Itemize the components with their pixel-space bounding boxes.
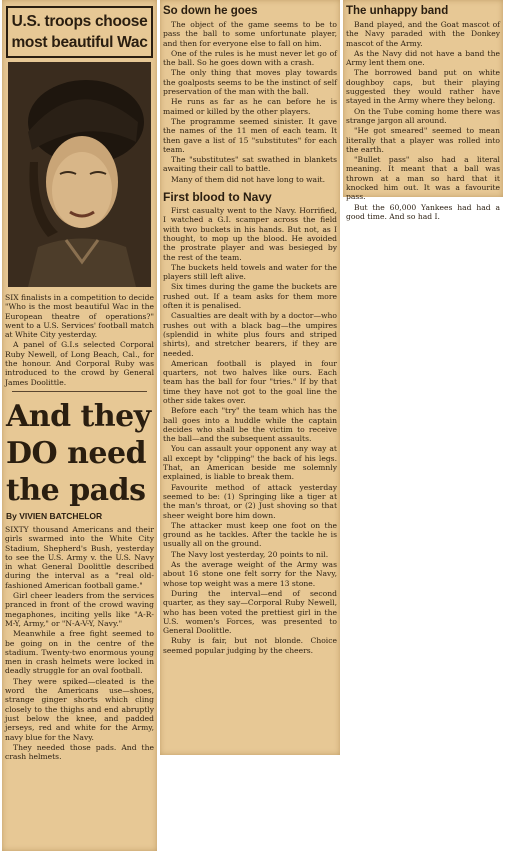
mid-para-3: The only thing that moves play towards the goalposts seems to be the instinct of self preservation of the man with the ball.	[163, 68, 337, 97]
mid-para-11: Casualties are dealt with by a doctor—who rushes out with a black bag—the umpires (splendid in white plus fours and striped shirts), and stretcher bearers, if they are needed.	[163, 311, 337, 358]
story-headline: And they DO need the pads	[6, 398, 151, 508]
right-para-4: On the Tube coming home there was strange jargon all around.	[346, 106, 500, 125]
subhead-so-down: So down he goes	[163, 5, 258, 17]
mid-para-2: One of the rules is he must never let go of the ball. So he goes down with a crash.	[163, 48, 337, 68]
mid-para-17: The Navy lost yesterday, 20 points to nil.	[171, 549, 329, 559]
mid-para-16: The attacker must keep one foot on the ground as he tackles. After the tackle he is usually all on the ground.	[163, 520, 337, 549]
mid-para-1: The object of the game seems to be to pass the ball to some unfortunate player, and then for everyone else to fall on him.	[163, 20, 337, 48]
right-para-6: "Bullet pass" also had a literal meaning. It meant that a ball was thrown at a man so hard that it knocked him out. It was a favourite pass.	[346, 155, 500, 202]
byline: By VIVIEN BATCHELOR	[6, 510, 103, 521]
subhead-first-blood: First blood to Navy	[163, 190, 272, 205]
mid-para-4: He runs as far as he can before he is maimed or killed by the other players.	[163, 97, 337, 116]
portrait-illustration	[8, 62, 151, 287]
mid-para-14: You can assault your opponent any way at all except by "clipping" the back of his legs. That, an American beside me solemnly explained, is liable to break them.	[163, 444, 337, 482]
story-para-4: They were spiked—cleated is the word the Americans use—shoes, strange ginger shorts which cling closely to the thighs and end abruptly just below the knee, and padded jerseys, red and white for the Army, navy blue for the Navy.	[5, 676, 154, 742]
mid-para-5: The programme seemed sinister. It gave the names of the 11 men of each team. It then gave a list of 15 "substitutes" for each team.	[163, 116, 337, 154]
right-para-5: "He got smeared" seemed to mean literally that a player was rolled into the earth.	[346, 126, 500, 154]
portrait-photo	[8, 62, 151, 287]
caption-para-1: SIX finalists in a competition to decide "Who is the most beautiful Wac in the European theatre of operations?" went to a U.S. Services' football match at White City yesterday.	[5, 293, 154, 340]
caption-para-2: A panel of G.I.s selected Corporal Ruby Newell, of Long Beach, Cal., for the honour. And Corporal Ruby was introduced to the crowd by General James Doolittle.	[5, 340, 154, 387]
clipping-middle	[160, 0, 340, 755]
story-para-2: Girl cheer leaders from the services pranced in front of the crowd waving megaphones, inciting yells like "A-R-M-Y, Army," or "N-A-V-Y, Navy."	[5, 591, 154, 628]
right-para-2: As the Navy did not have a band the Army lent them one.	[346, 48, 500, 68]
mid-para-8: First casualty went to the Navy. Horrified, I watched a G.I. scamper across the field with two buckets in his hands. But not, as I thought, to mop up the blood. He avoided the prostrate player and was besieged by the rest of the team.	[163, 206, 337, 262]
headline-wac: U.S. troops choose most beautiful Wac	[11, 13, 148, 51]
mid-para-15: Favourite method of attack yesterday seemed to be: (1) Springing like a tiger at the man's throat, or (2) Just shoving so that sheer weight bore him down.	[163, 482, 337, 520]
right-para-3: The borrowed band put on white doughboy caps, but their playing suggested they would rather have stayed in the Army where they belong.	[346, 68, 500, 106]
story-para-1: SIXTY thousand Americans and their girls swarmed into the White City Stadium, Shepherd's Bush, yesterday to see the U.S. Army v. the U.S. Navy in what General Doolittle described during the interval as a "real old-fashioned American football game."	[5, 524, 154, 590]
right-para-1: Band played, and the Goat mascot of the Navy paraded with the Donkey mascot of the Army.	[346, 20, 500, 48]
story-para-5: They needed those pads. And the crash helmets.	[5, 742, 154, 762]
middle-text-2	[160, 206, 340, 655]
middle-text-1	[160, 20, 340, 184]
caption-text	[2, 293, 157, 387]
right-para-7: But the 60,000 Yankees had had a good time. And so had I.	[346, 202, 500, 221]
headline-box	[6, 6, 153, 58]
mid-para-18: As the average weight of the Army was about 16 stone one felt sorry for the Navy, whose top weight was a mere 13 stone.	[163, 560, 337, 588]
clipping-left	[2, 0, 157, 851]
mid-para-9: The buckets held towels and water for the players still left alive.	[163, 262, 337, 282]
mid-para-10: Six times during the game the buckets are rushed out. If a team asks for them more often it is penalised.	[163, 282, 337, 311]
right-text	[343, 20, 503, 221]
mid-para-7: Many of them did not have long to wait.	[171, 174, 325, 184]
divider	[12, 391, 147, 392]
story-para-3: Meanwhile a free fight seemed to be going on in the centre of the stadium. Twenty-two enormous young men in crash helmets were locked in deadly struggle for an oval football.	[5, 629, 154, 676]
clipping-right	[343, 0, 503, 221]
mid-para-19: During the interval—end of second quarter, as they say—Corporal Ruby Newell, who has been voted the prettiest girl in the U.S. women's Forces, was presented to General Doolittle.	[163, 588, 337, 636]
mid-para-12: American football is played in four quarters, not two halves like ours. Each team has the ball for four "tries." If by that time they have not got to the goal line the other side takes over.	[163, 358, 337, 405]
mid-para-6: The "substitutes" sat swathed in blankets awaiting their call to battle.	[163, 155, 337, 174]
mid-para-20: Ruby is fair, but not blonde. Choice seemed popular judging by the cheers.	[163, 636, 337, 655]
mid-para-13: Before each "try" the team which has the ball goes into a huddle while the captain decides who shall be the victim to receive the ball—and the subsequent assaults.	[163, 406, 337, 444]
subhead-unhappy-band: The unhappy band	[346, 5, 449, 17]
story-text	[2, 525, 157, 761]
